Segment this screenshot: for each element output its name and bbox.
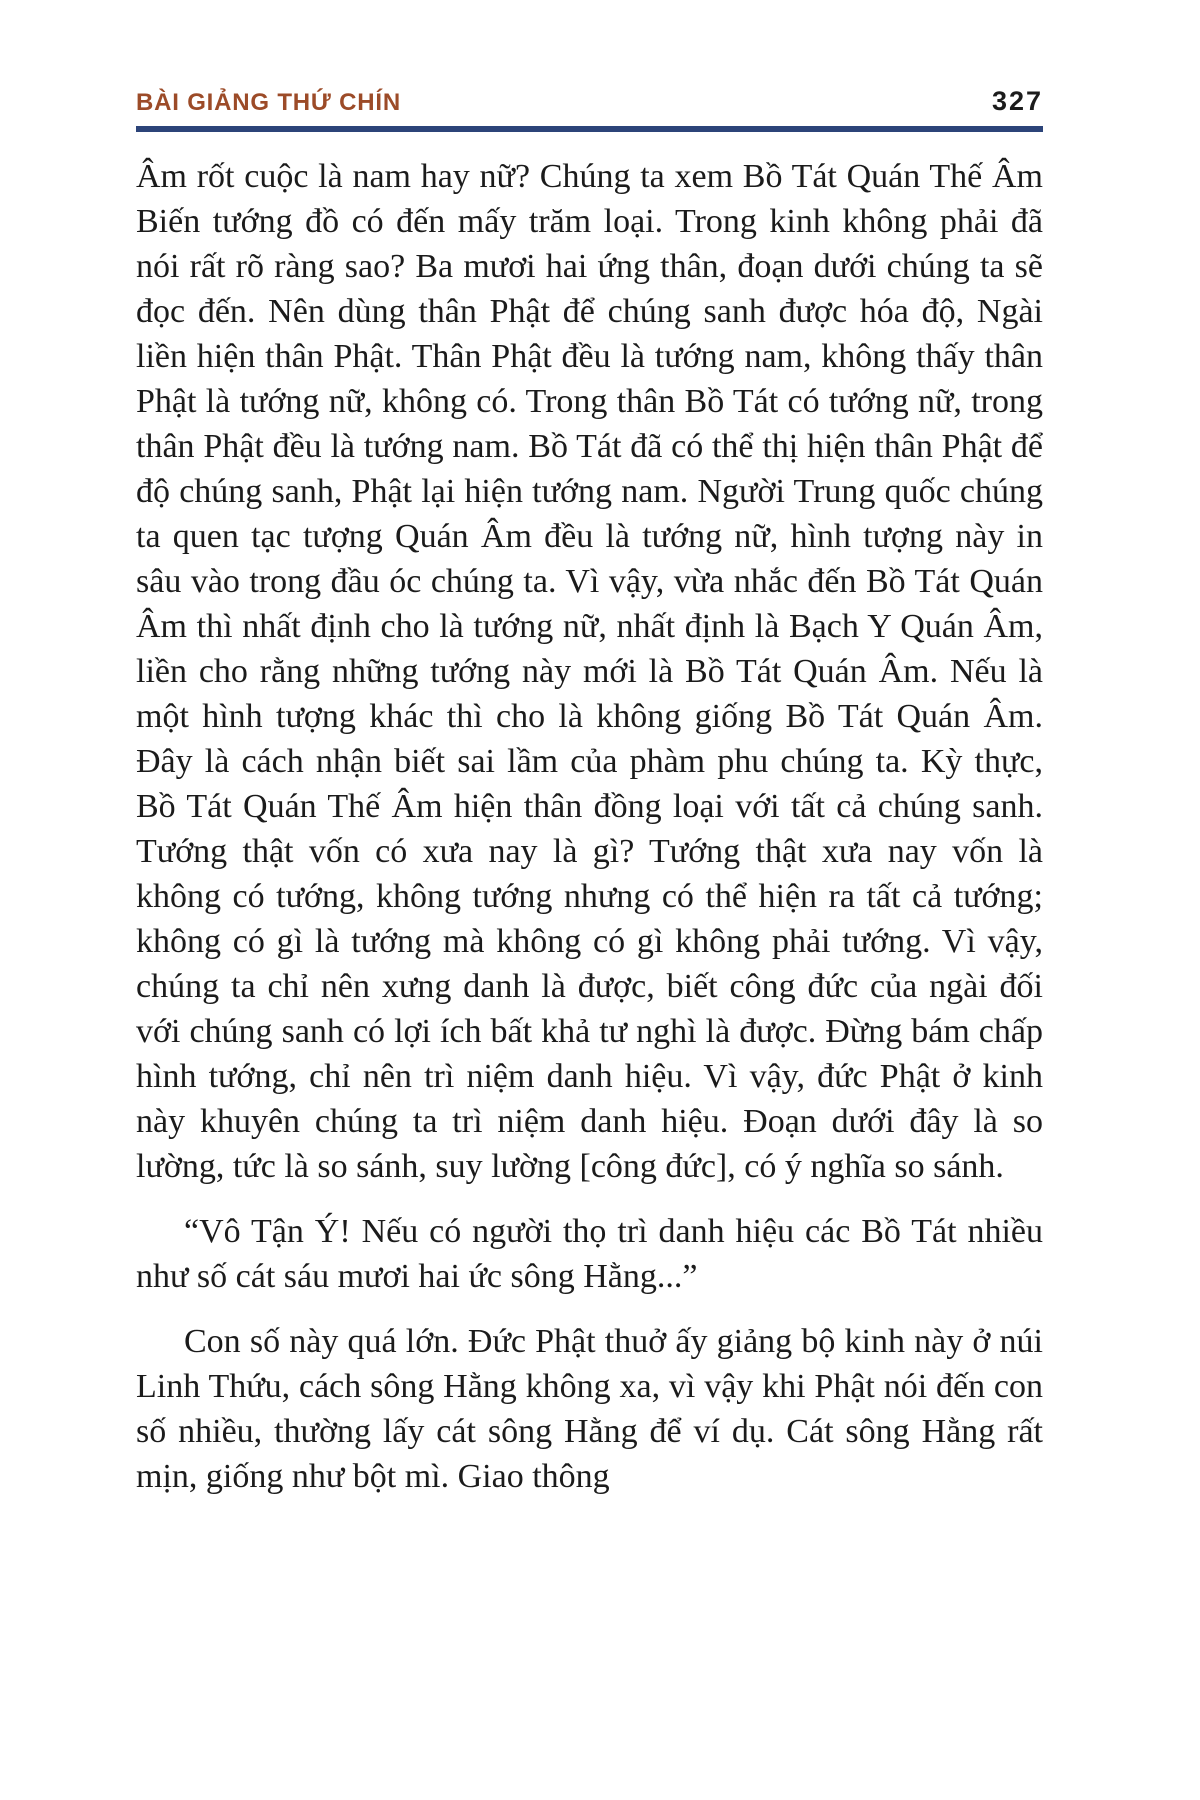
page-body bbox=[136, 154, 1043, 1499]
page-number: 327 bbox=[991, 86, 1043, 116]
running-head-row bbox=[136, 86, 1043, 117]
running-head-title: BÀI GIẢNG THỨ CHÍN bbox=[136, 89, 401, 116]
page-header bbox=[136, 86, 1043, 132]
paragraph: Con số này quá lớn. Đức Phật thuở ấy giảng bộ kinh này ở núi Linh Thứu, cách sông Hằng không xa, vì vậy khi Phật nói đến con số nhiều, thường lấy cát sông Hằng để ví dụ. Cát sông Hằng rất mịn, giống như bột mì. Giao thông bbox=[136, 1323, 1043, 1495]
paragraph: “Vô Tận Ý! Nếu có người thọ trì danh hiệu các Bồ Tát nhiều như số cát sáu mươi hai ức sông Hằng...” bbox=[136, 1213, 1043, 1295]
paragraph: Âm rốt cuộc là nam hay nữ? Chúng ta xem Bồ Tát Quán Thế Âm Biến tướng đồ có đến mấy trăm loại. Trong kinh không phải đã nói rất rõ ràng sao? Ba mươi hai ứng thân, đoạn dưới chúng ta sẽ đọc đến. Nên dùng thân Phật để chúng sanh được hóa độ, Ngài liền hiện thân Phật. Thân Phật đều là tướng nam, không thấy thân Phật là tướng nữ, không có. Trong thân Bồ Tát có tướng nữ, trong thân Phật đều là tướng nam. Bồ Tát đã có thể thị hiện thân Phật để độ chúng sanh, Phật lại hiện tướng nam. Người Trung quốc chúng ta quen tạc tượng Quán Âm đều là tướng nữ, hình tượng này in sâu vào trong đầu óc chúng ta. Vì vậy, vừa nhắc đến Bồ Tát Quán Âm thì nhất định cho là tướng nữ, nhất định là Bạch Y Quán Âm, liền cho rằng những tướng này mới là Bồ Tát Quán Âm. Nếu là một hình tượng khác thì cho là không giống Bồ Tát Quán Âm. Đây là cách nhận biết sai lầm của phàm phu chúng ta. Kỳ thực, Bồ Tát Quán Thế Âm hiện thân đồng loại với tất cả chúng sanh. Tướng thật vốn có xưa nay là gì? Tướng thật xưa nay vốn là không có tướng, không tướng nhưng có thể hiện ra tất cả tướng; không có gì là tướng mà không có gì không phải tướng. Vì vậy, chúng ta chỉ nên xưng danh là được, biết công đức của ngài đối với chúng sanh có lợi ích bất khả tư nghì là được. Đừng bám chấp hình tướng, chỉ nên trì niệm danh hiệu. Vì vậy, đức Phật ở kinh này khuyên chúng ta trì niệm danh hiệu. Đoạn dưới đây là so lường, tức là so sánh, suy lường [công đức], có ý nghĩa so sánh. bbox=[136, 158, 1043, 1185]
